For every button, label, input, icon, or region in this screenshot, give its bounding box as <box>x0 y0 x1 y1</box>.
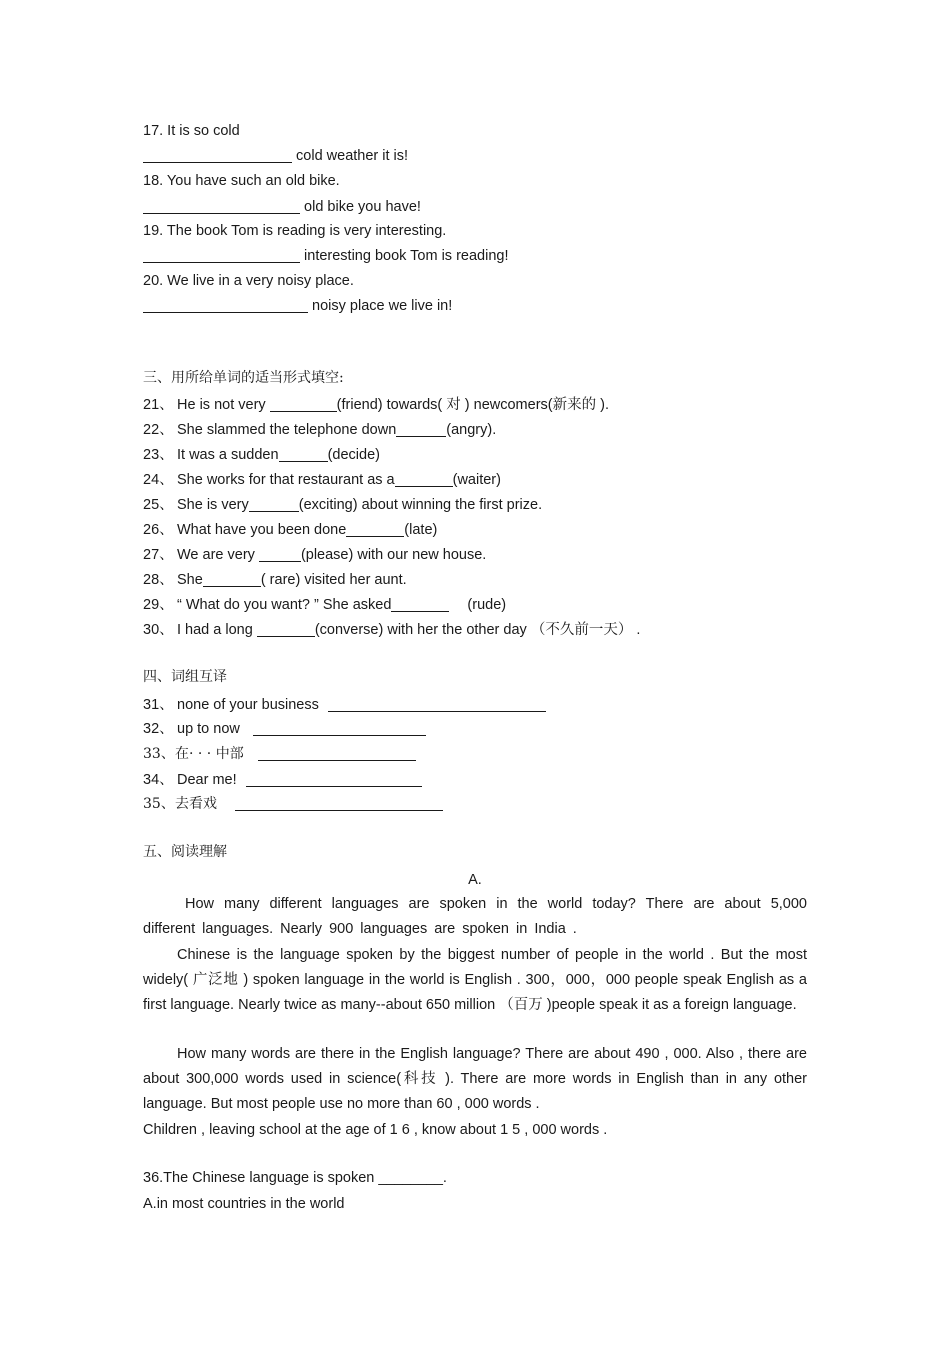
passage-paragraph-1: How many different languages are spoken in the world today? There are about 5,000 different languages. Nearly 900 languages are spoken in India . <box>143 896 807 937</box>
answer-blank[interactable] <box>143 247 300 263</box>
fill-blank[interactable] <box>395 471 453 487</box>
answer-blank[interactable] <box>143 297 308 313</box>
item-31: 31、 none of your business <box>143 695 546 715</box>
answer-line-20: noisy place we live in! <box>143 296 452 316</box>
item-23: 23、 It was a sudden (decide) <box>143 447 380 463</box>
translation-blank[interactable] <box>235 795 443 811</box>
item-22: 22、 She slammed the telephone down (angry). <box>143 422 497 438</box>
question-36: 36.The Chinese language is spoken ________. <box>143 1170 447 1186</box>
answer-line-18: old bike you have! <box>143 197 421 217</box>
passage-paragraph-3: How many words are there in the English language? There are about 490 , 000. Also , there are about 300,000 words used in science(科技 ). There are more words in English than in any other language. But most people use no more than 60 , 000 words . <box>143 1046 807 1112</box>
question-19: 19. The book Tom is reading is very interesting. <box>143 223 447 239</box>
translation-blank[interactable] <box>246 771 422 787</box>
item-33: 33、在· · · 中部 <box>143 744 416 764</box>
translation-blank[interactable] <box>253 720 426 736</box>
item-26: 26、 What have you been done (late) <box>143 522 438 538</box>
item-35: 35、去看戏 <box>143 794 443 814</box>
answer-blank[interactable] <box>143 147 292 163</box>
item-21: 21、 He is not very (friend) towards( 对 ) newcomers(新来的 ). <box>143 397 609 413</box>
item-27: 27、 We are very (please) with our new house. <box>143 547 487 563</box>
item-30: 30、 I had a long (converse) with her the other day （不久前一天） . <box>143 622 641 638</box>
fill-blank[interactable] <box>259 546 301 562</box>
fill-blank[interactable] <box>203 571 261 587</box>
fill-blank[interactable] <box>346 521 404 537</box>
item-25: 25、 She is very (exciting) about winning the first prize. <box>143 497 543 513</box>
item-34: 34、 Dear me! <box>143 770 422 790</box>
item-29: 29、 “ What do you want? ” She asked (rude) <box>143 597 507 613</box>
item-24: 24、 She works for that restaurant as a (waiter) <box>143 472 501 488</box>
question-18: 18. You have such an old bike. <box>143 173 340 189</box>
item-28: 28、 She ( rare) visited her aunt. <box>143 572 407 588</box>
passage-label: A. <box>468 872 482 888</box>
section-3-title: 三、用所给单词的适当形式填空: <box>143 370 344 386</box>
translation-blank[interactable] <box>328 696 546 712</box>
item-32: 32、 up to now <box>143 719 426 739</box>
translation-blank[interactable] <box>258 745 416 761</box>
option-a[interactable]: A.in most countries in the world <box>143 1196 345 1212</box>
fill-blank[interactable] <box>257 621 315 637</box>
question-17: 17. It is so cold <box>143 123 240 139</box>
question-20: 20. We live in a very noisy place. <box>143 273 354 289</box>
fill-blank[interactable] <box>279 446 328 462</box>
worksheet-page <box>143 0 807 1345</box>
answer-line-17: cold weather it is! <box>143 146 408 166</box>
answer-blank[interactable] <box>143 198 300 214</box>
fill-blank[interactable] <box>391 596 449 612</box>
passage-paragraph-4: Children , leaving school at the age of 1 6 , know about 1 5 , 000 words . <box>143 1122 608 1138</box>
answer-line-19: interesting book Tom is reading! <box>143 246 509 266</box>
fill-blank[interactable] <box>249 496 299 512</box>
section-4-title: 四、词组互译 <box>143 669 227 685</box>
fill-blank[interactable] <box>396 421 446 437</box>
fill-blank[interactable] <box>270 396 337 412</box>
passage-paragraph-2: Chinese is the language spoken by the biggest number of people in the world . But the most widely( 广泛地 ) spoken language in the world is English . 300，000，000 people speak English as a first language. Nearly twice as many--about 650 million （百万 )people speak it as a foreign language. <box>143 947 807 1013</box>
section-5-title: 五、阅读理解 <box>143 844 227 860</box>
